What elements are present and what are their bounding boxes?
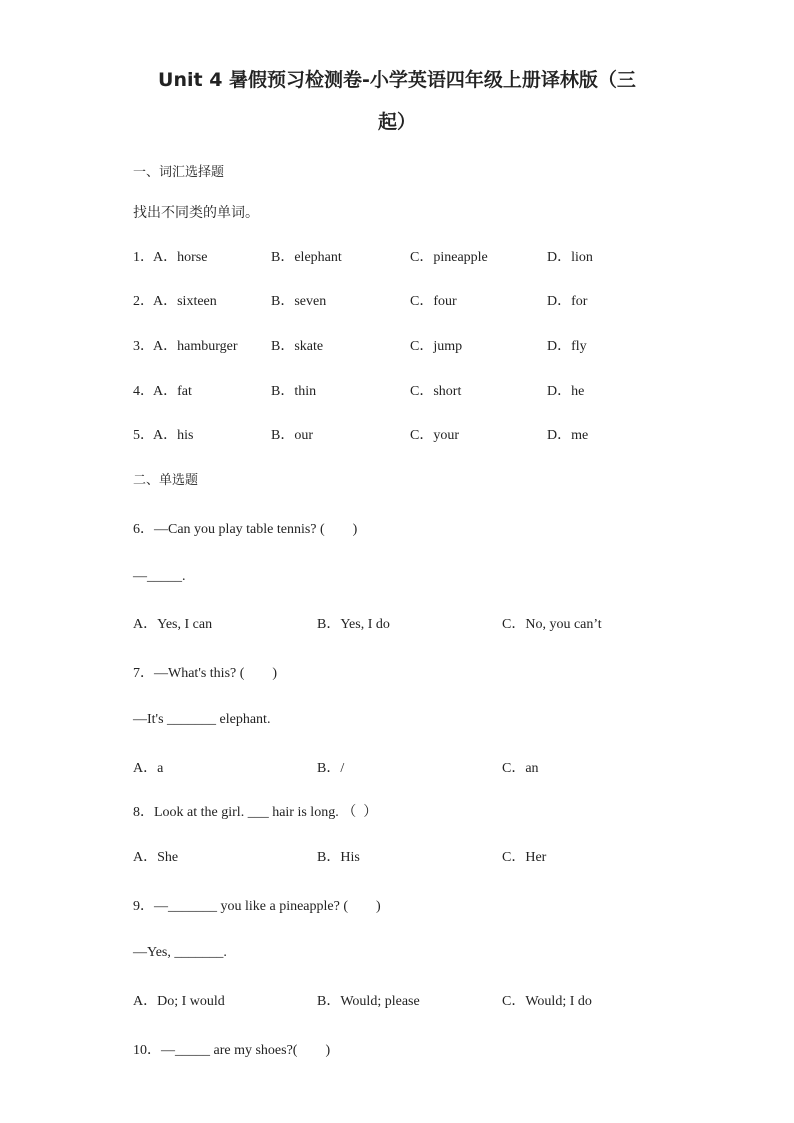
option-a: A．She (133, 850, 179, 865)
option-c: C．No, you can’t (502, 617, 602, 632)
option-c: C．Would; I do (502, 994, 592, 1009)
option-a: A．sixteen (153, 294, 217, 309)
section-heading-single-choice: 二、单选题 (133, 473, 199, 488)
option-c: C．four (410, 294, 457, 309)
option-b: B．seven (271, 294, 327, 309)
option-b: B．Would; please (317, 994, 420, 1009)
answer-line: —Yes, _______. (133, 945, 227, 960)
section-heading-vocab: 一、词汇选择题 (133, 165, 225, 180)
option-c: C．an (502, 761, 539, 776)
title-line-1: Unit 4 暑假预习检测卷-小学英语四年级上册译林版（三 (158, 69, 636, 91)
option-a: A．his (153, 428, 194, 443)
question-number: 4． (133, 384, 154, 399)
option-a: A．Yes, I can (133, 617, 213, 632)
question-number: 1． (133, 250, 154, 265)
option-d: D．me (547, 428, 589, 443)
option-d: D．fly (547, 339, 587, 354)
option-b: B．our (271, 428, 313, 443)
option-b: B．Yes, I do (317, 617, 390, 632)
section-instruction: 找出不同类的单词。 (133, 206, 259, 221)
question-stem: 9．—_______ you like a pineapple? ( ) (133, 899, 381, 914)
answer-line: —It's _______ elephant. (133, 712, 271, 727)
option-a: A．Do; I would (133, 994, 225, 1009)
option-c: C．Her (502, 850, 547, 865)
question-stem: 6．—Can you play table tennis? ( ) (133, 522, 358, 537)
option-d: D．he (547, 384, 585, 399)
question-number: 2． (133, 294, 154, 309)
question-stem: 8．Look at the girl. ___ hair is long. （ ） (133, 805, 378, 820)
question-number: 3． (133, 339, 154, 354)
option-c: C．pineapple (410, 250, 488, 265)
question-stem: 7．—What's this? ( ) (133, 666, 278, 681)
title-line-2: 起） (377, 111, 416, 133)
option-c: C．your (410, 428, 459, 443)
answer-line: —_____. (133, 569, 186, 584)
option-a: A．a (133, 761, 164, 776)
question-stem: 10．—_____ are my shoes?( ) (133, 1043, 331, 1058)
option-a: A．fat (153, 384, 192, 399)
option-a: A．hamburger (153, 339, 238, 354)
option-b: B．/ (317, 761, 345, 776)
question-number: 5． (133, 428, 154, 443)
option-c: C．jump (410, 339, 463, 354)
option-b: B．thin (271, 384, 317, 399)
option-b: B．skate (271, 339, 324, 354)
option-a: A．horse (153, 250, 208, 265)
option-d: D．for (547, 294, 588, 309)
option-b: B．His (317, 850, 360, 865)
option-b: B．elephant (271, 250, 342, 265)
option-c: C．short (410, 384, 462, 399)
option-d: D．lion (547, 250, 593, 265)
